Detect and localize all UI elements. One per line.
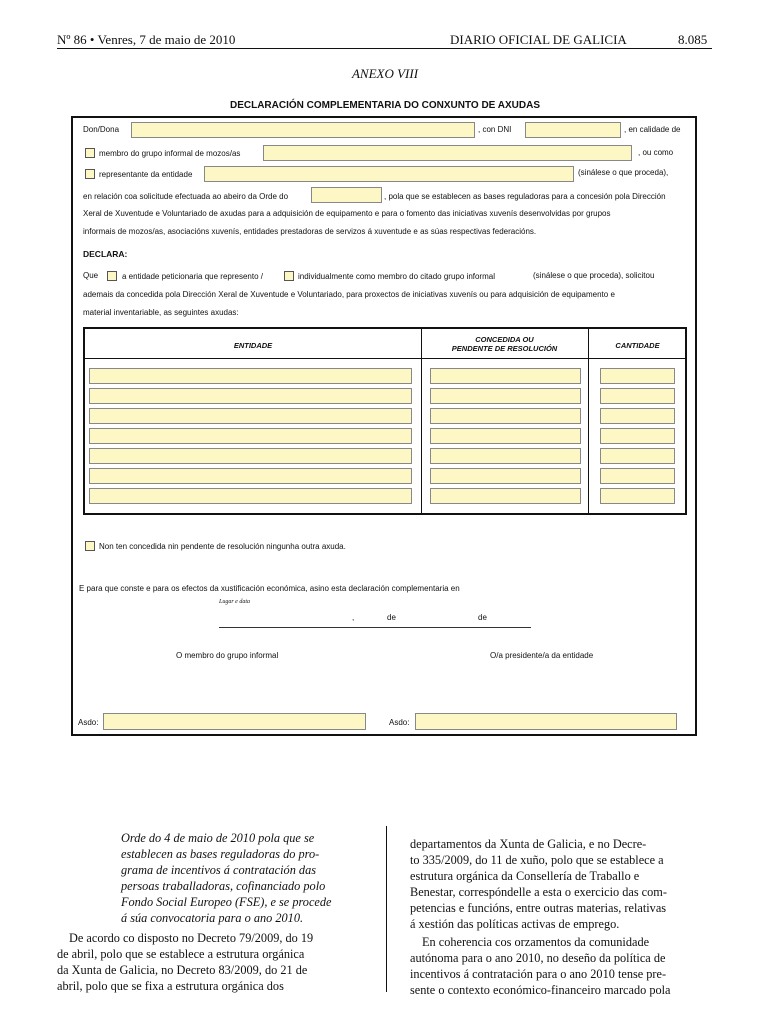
representante-checkbox[interactable]: [85, 169, 95, 179]
entidade-field[interactable]: [89, 448, 412, 464]
estado-field[interactable]: [430, 468, 581, 484]
non-ten-label: Non ten concedida nin pendente de resolución ningunha outra axuda.: [99, 542, 346, 551]
date-comma: ,: [352, 613, 355, 622]
presidente-signature-field[interactable]: [415, 713, 677, 730]
entity-name-field[interactable]: [204, 166, 574, 182]
cantidade-field[interactable]: [600, 368, 675, 384]
estado-field[interactable]: [430, 448, 581, 464]
journal-name: DIARIO OFICIAL DE GALICIA: [450, 32, 627, 47]
column-header-entidade: ENTIDADE: [233, 341, 273, 350]
entidade-peticionaria-label: a entidade peticionaria que represento /: [122, 272, 263, 281]
text-line: á súa convocatoria para o ano 2010.: [121, 911, 304, 925]
estado-field[interactable]: [430, 388, 581, 404]
non-ten-checkbox[interactable]: [85, 541, 95, 551]
estado-field[interactable]: [430, 428, 581, 444]
cantidade-field[interactable]: [600, 448, 675, 464]
membro-checkbox[interactable]: [85, 148, 95, 158]
issue-date: Nº 86 • Venres, 7 de maio de 2010: [57, 32, 236, 47]
text-line: Benestar, correspóndelle a esta o exercicio das com-: [410, 885, 667, 899]
header-rule: [57, 48, 712, 49]
cantidade-field[interactable]: [600, 488, 675, 504]
sinalese-label-1: (sinálese o que proceda),: [578, 168, 669, 177]
date-de-2: de: [478, 613, 487, 622]
don-dona-label: Don/Dona: [83, 125, 120, 134]
membro-signature-field[interactable]: [103, 713, 366, 730]
header-divider: [85, 358, 685, 359]
text-line: Orde do 4 de maio de 2010 pola que se: [121, 831, 315, 845]
sinalese-label-2: (sinálese o que proceda), solicitou: [533, 271, 655, 280]
form-title: DECLARACIÓN COMPLEMENTARIA DO CONXUNTO DE AXUDAS: [229, 100, 540, 111]
membro-label: membro do grupo informal de mozos/as: [99, 149, 241, 158]
text-line: De acordo co disposto no Decreto 79/2009, do 19: [69, 931, 314, 945]
estado-field[interactable]: [430, 408, 581, 424]
column-divider: [588, 329, 589, 513]
column-divider: [421, 329, 422, 513]
membro-grupo-signature-label: O membro do grupo informal: [176, 651, 279, 660]
article-left-column: [57, 930, 361, 994]
annex-title: ANEXO VIII: [351, 66, 419, 81]
text-line: grama de incentivos á contratación das: [121, 863, 317, 877]
individual-label: individualmente como membro do citado grupo informal: [298, 272, 495, 281]
que-label: Que: [83, 271, 99, 280]
cantidade-field[interactable]: [600, 388, 675, 404]
column-header-cantidade: CANTIDADE: [615, 341, 660, 350]
presidente-signature-label: O/a presidente/a da entidade: [490, 651, 594, 660]
text-line: á xestión das políticas activas de emprego.: [410, 917, 620, 931]
text-line: sente o contexto económico-financeiro marcado pola: [410, 983, 671, 997]
relacion-label: en relación coa solicitude efectuada ao abeiro da Orde do: [83, 192, 289, 201]
text-line: de abril, polo que se establece a estrutura orgánica: [57, 947, 305, 961]
article-right-column: [410, 836, 712, 932]
form-text-line-2: Xeral de Xuventude e Voluntariado de axudas para a adquisición de equipamento e para o fomento das iniciativas xuvenís desenvolvidas por grupos: [83, 209, 611, 218]
entidade-field[interactable]: [89, 428, 412, 444]
representante-label: representante da entidade: [99, 170, 193, 179]
orde-date-field[interactable]: [311, 187, 382, 203]
conste-text: E para que conste e para os efectos da xustificación económica, asino esta declaración complementaria en: [79, 584, 460, 593]
estado-field[interactable]: [430, 368, 581, 384]
text-line: estrutura orgánica da Consellería de Traballo e: [410, 869, 640, 883]
name-field[interactable]: [131, 122, 475, 138]
lugar-data-label: Lugar e data: [219, 599, 251, 605]
entidade-checkbox[interactable]: [107, 271, 117, 281]
entidade-field[interactable]: [89, 468, 412, 484]
dni-field[interactable]: [525, 122, 621, 138]
text-line: petencias e funcións, entre outras materias, relativas: [410, 901, 667, 915]
text-line: to 335/2009, do 11 de xuño, polo que se establece a: [410, 853, 664, 867]
cantidade-field[interactable]: [600, 428, 675, 444]
dni-label: , con DNI: [478, 125, 512, 134]
cantidade-field[interactable]: [600, 468, 675, 484]
ou-como-label: , ou como: [638, 148, 674, 157]
text-line: da Xunta de Galicia, no Decreto 83/2009, do 21 de: [57, 963, 308, 977]
calidade-label: , en calidade de: [624, 125, 681, 134]
page-number: 8.085: [678, 32, 708, 47]
column-header-concedida-line1: CONCEDIDA OU: [475, 335, 534, 344]
estado-field[interactable]: [430, 488, 581, 504]
relacion-label-2: , pola que se establecen as bases reguladoras para a concesión pola Dirección: [384, 192, 666, 201]
cantidade-field[interactable]: [600, 408, 675, 424]
asdo-label-2: Asdo:: [389, 718, 410, 727]
form-text-line-5: material inventariable, as seguintes axudas:: [83, 308, 239, 317]
article-right-column-2: [410, 934, 712, 998]
form-text-line-4: ademais da concedida pola Dirección Xeral de Xuventude e Voluntariado, para proxectos de iniciativas xuvenís ou para adquisición de equipamento e: [83, 290, 615, 299]
text-line: departamentos da Xunta de Galicia, e no Decre-: [410, 837, 647, 851]
entidade-field[interactable]: [89, 408, 412, 424]
text-line: Fondo Social Europeo (FSE), e se procede: [121, 895, 332, 909]
individual-checkbox[interactable]: [284, 271, 294, 281]
text-line: incentivos á contratación para o ano 2010 tense pre-: [410, 967, 667, 981]
entidade-field[interactable]: [89, 488, 412, 504]
column-header-concedida-line2: PENDENTE DE RESOLUCIÓN: [451, 344, 558, 353]
declara-heading: DECLARA:: [83, 249, 128, 259]
column-header-concedida: [421, 335, 588, 353]
group-name-field[interactable]: [263, 145, 632, 161]
text-line: establecen as bases reguladoras do pro-: [121, 847, 320, 861]
text-line: persoas traballadoras, cofinanciado polo: [121, 879, 326, 893]
article-title: [121, 830, 361, 926]
column-separator: [386, 826, 387, 992]
entidade-field[interactable]: [89, 388, 412, 404]
place-date-line[interactable]: [219, 627, 531, 628]
text-line: abril, polo que se fixa a estrutura orgánica dos: [57, 979, 284, 993]
entidade-field[interactable]: [89, 368, 412, 384]
form-text-line-3: informais de mozos/as, asociacións xuvenís, entidades prestadoras de servizos á xuventude e as súas respectivas federacións.: [83, 227, 537, 236]
asdo-label-1: Asdo:: [78, 718, 99, 727]
text-line: autónoma para o ano 2010, no deseño da política de: [410, 951, 666, 965]
text-line: En coherencia cos orzamentos da comunidade: [422, 935, 650, 949]
date-de-1: de: [387, 613, 396, 622]
